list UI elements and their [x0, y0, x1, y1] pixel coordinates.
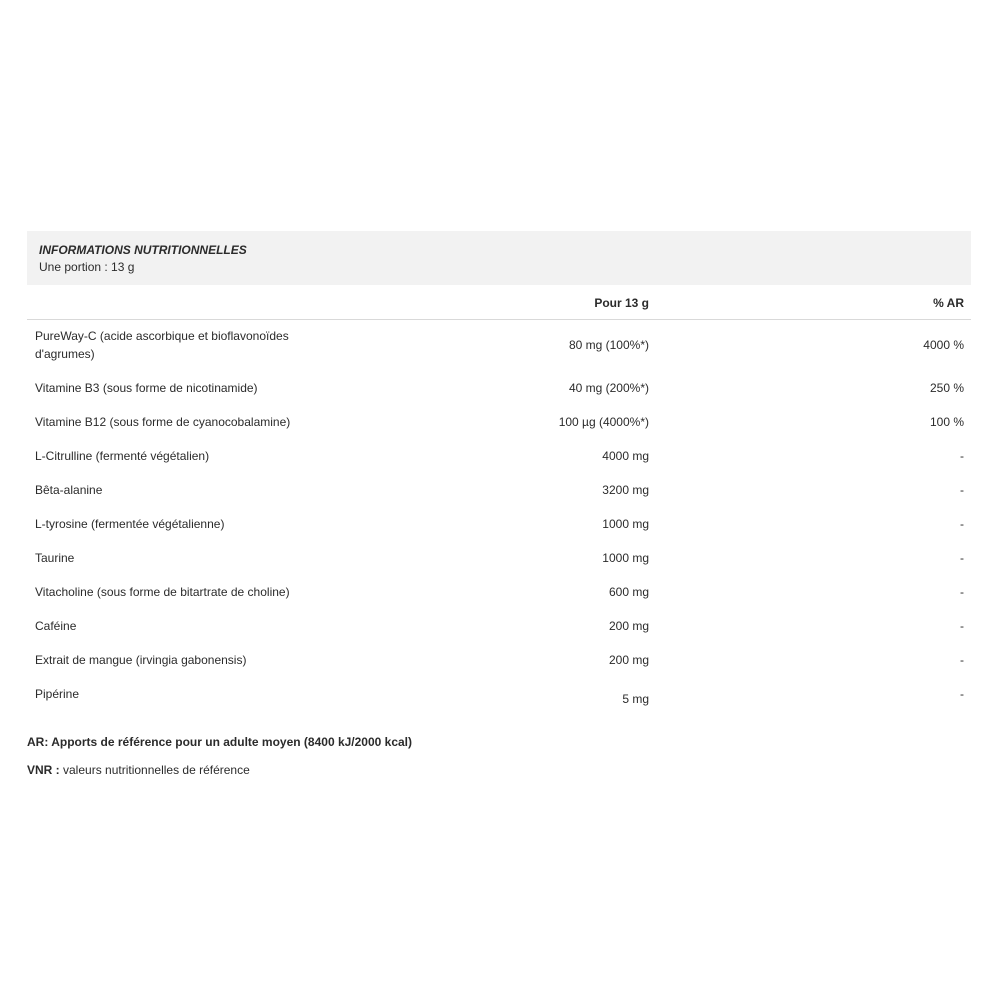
- table-row: [27, 610, 971, 644]
- column-headers: [27, 285, 971, 320]
- table-title: INFORMATIONS NUTRITIONNELLES: [39, 243, 247, 257]
- nutrient-name: Bêta-alanine: [35, 483, 103, 497]
- table-row: [27, 320, 971, 372]
- nutrient-per-serving: 1000 mg: [602, 517, 649, 531]
- nutrient-ar: -: [960, 449, 964, 463]
- nutrient-per-serving: 600 mg: [608, 585, 649, 599]
- nutrient-name: Extrait de mangue (irvingia gabonensis): [35, 653, 247, 667]
- table-row: [27, 678, 971, 718]
- nutrient-per-serving: 200 mg: [608, 619, 649, 633]
- nutrient-name: Caféine: [35, 619, 77, 633]
- nutrient-name: Pipérine: [35, 687, 80, 701]
- table-row: [27, 440, 971, 474]
- nutrient-ar: 250 %: [929, 381, 964, 395]
- nutrient-ar: -: [960, 483, 964, 497]
- nutrient-ar: -: [960, 585, 964, 599]
- table-body: [27, 320, 971, 718]
- nutrient-ar: -: [960, 551, 964, 565]
- table-row: [27, 576, 971, 610]
- nutrient-name: PureWay-C (acide ascorbique et bioflavonoïdes d'agrumes): [35, 329, 289, 361]
- footnote-vnr-text: valeurs nutritionnelles de référence: [59, 763, 250, 777]
- serving-size: Une portion : 13 g: [39, 260, 135, 274]
- footnotes: [27, 733, 971, 779]
- nutrient-name: L-tyrosine (fermentée végétalienne): [35, 517, 225, 531]
- nutrient-per-serving: 100 µg (4000%*): [558, 415, 649, 429]
- nutrient-name: Vitamine B3 (sous forme de nicotinamide): [35, 381, 258, 395]
- nutrition-table: [27, 231, 971, 718]
- nutrient-name: Vitamine B12 (sous forme de cyanocobalamine): [35, 415, 291, 429]
- nutrient-ar: 4000 %: [923, 338, 964, 352]
- nutrient-name: Vitacholine (sous forme de bitartrate de choline): [35, 585, 290, 599]
- nutrient-per-serving: 80 mg (100%*): [568, 338, 649, 352]
- nutrient-ar: -: [960, 619, 964, 633]
- table-header-box: [27, 231, 971, 285]
- nutrient-ar: 100 %: [929, 415, 964, 429]
- nutrient-per-serving: 40 mg (200%*): [568, 381, 649, 395]
- column-header-ar: % AR: [933, 296, 964, 310]
- nutrient-name: Taurine: [35, 551, 75, 565]
- nutrient-per-serving: 5 mg: [622, 692, 649, 706]
- table-row: [27, 474, 971, 508]
- nutrient-ar: -: [960, 517, 964, 531]
- footnote-vnr: [27, 761, 971, 779]
- nutrient-per-serving: 3200 mg: [602, 483, 649, 497]
- table-row: [27, 406, 971, 440]
- footnote-vnr-abbr: VNR :: [27, 763, 60, 777]
- table-row: [27, 372, 971, 406]
- table-row: [27, 508, 971, 542]
- nutrient-per-serving: 1000 mg: [602, 551, 649, 565]
- nutrient-name: L-Citrulline (fermenté végétalien): [35, 449, 210, 463]
- column-header-per-serving: Pour 13 g: [594, 296, 649, 310]
- nutrient-ar: -: [960, 653, 964, 667]
- table-row: [27, 644, 971, 678]
- footnote-ar: AR: Apports de référence pour un adulte moyen (8400 kJ/2000 kcal): [27, 735, 413, 749]
- nutrient-ar: -: [960, 687, 964, 701]
- table-row: [27, 542, 971, 576]
- nutrient-per-serving: 4000 mg: [602, 449, 649, 463]
- nutrient-per-serving: 200 mg: [608, 653, 649, 667]
